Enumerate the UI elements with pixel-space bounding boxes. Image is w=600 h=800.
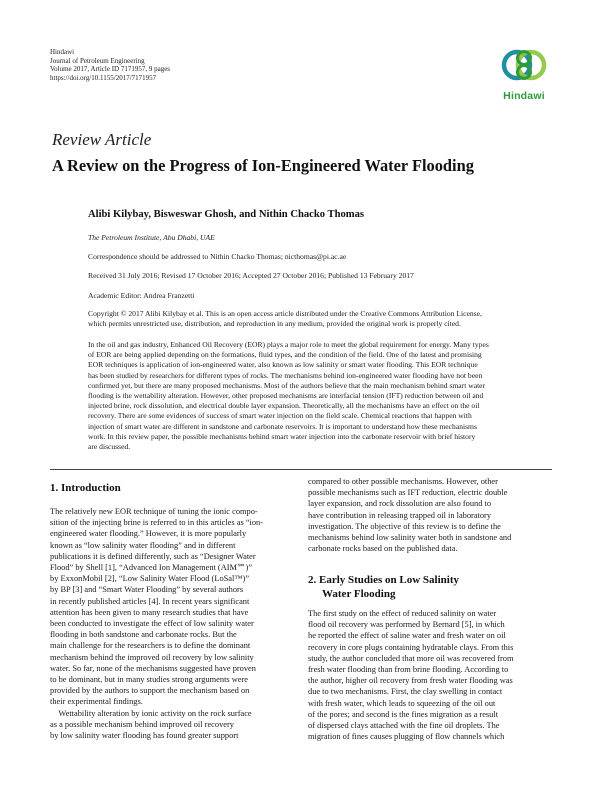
body-line: mechanisms behind low salinity water both in sandstone and [308, 533, 512, 543]
body-line: to be dominant, but in many studies strong arguments were [50, 675, 249, 685]
abstract-line: injected brine, rock dissolution, and electrical double layer expansion. Theoretically, all the mechanisms have an effect on the oil [88, 401, 480, 411]
journal-name: Journal of Petroleum Engineering [50, 56, 145, 65]
body-line: in recently published articles [4]. In recent years significant [50, 596, 250, 606]
body-line: mechanism behind the improved oil recovery by low salinity [50, 652, 254, 662]
body-line: Wettability alteration by ionic activity on the rock surface [50, 708, 252, 718]
body-line: attention has been given to many research studies that have [50, 607, 249, 617]
body-line: by low salinity water flooding has found greater support [50, 731, 239, 741]
body-line: as a possible mechanism behind improved oil recovery [50, 719, 234, 729]
body-line: the author, higher oil recovery from fresh water flooding was [308, 676, 513, 686]
body-line: due to two mechanisms. First, the clay swelling in contact [308, 687, 503, 697]
heading-line: Water Flooding [322, 587, 396, 600]
early-studies-body [308, 608, 552, 742]
section-heading-introduction: 1. Introduction [50, 482, 121, 494]
body-line: he reported the effect of saline water and fresh water on oil [308, 631, 506, 641]
academic-editor: Academic Editor: Andrea Franzetti [88, 291, 195, 300]
abstract-line: flooding is the wettability alteration. However, other proposed mechanisms are interfacial tension (IFT) reduction between oil and [88, 391, 484, 401]
section-heading-early-studies [308, 574, 459, 601]
body-line: main challenge for the researchers is to define the dominant [50, 641, 251, 651]
body-line: investigation. The objective of this review is to define the [308, 521, 501, 531]
abstract-line: injection of smart water are different in sandstone and carbonate reservoirs. It is important to understand how these mechanisms [88, 421, 477, 431]
body-line: flooding in both sandstone and carbonate rocks. But the [50, 630, 237, 640]
abstract [88, 340, 550, 452]
body-line: The first study on the effect of reduced salinity on water [308, 609, 497, 618]
body-line: carbonate rocks based on the published data. [308, 544, 458, 554]
body-line: Flood” by Shell [1], “Advanced Ion Management (AIM℠)” [50, 563, 253, 573]
body-line: possible mechanisms such as IFT reduction, electric double [308, 488, 508, 498]
hindawi-logo [496, 44, 552, 104]
body-line: publications it is defined differently, such as “Designer Water [50, 551, 256, 561]
correspondence: Correspondence should be addressed to Nithin Chacko Thomas; nicthomas@pi.ac.ae [88, 252, 347, 261]
article-title: A Review on the Progress of Ion-Engineered Water Flooding [52, 156, 474, 175]
author-list: Alibi Kilybay, Bisweswar Ghosh, and Nithin Chacko Thomas [88, 209, 365, 220]
abstract-line: In the oil and gas industry, Enhanced Oil Recovery (EOR) plays a major role to meet the global requirement for energy. Many types [88, 340, 489, 349]
abstract-line: recovery. There are some evidences of success of smart water injection on the field scale. Chemical reactions that happen with [88, 411, 472, 421]
copyright-line: Copyright © 2017 Alibi Kilybay et al. This is an open access article distributed under the Creative Commons Attribution License, [88, 309, 482, 318]
publisher-name: Hindawi [50, 48, 75, 56]
body-line: have contribution in releasing trapped oil in laboratory [308, 510, 492, 520]
introduction-body [50, 506, 292, 741]
body-line: with fresh water, which leads to squeezing of the oil out [308, 698, 496, 708]
copyright-notice [88, 309, 550, 329]
body-line: study, the author concluded that more oil was recovered from [308, 653, 514, 663]
abstract-line: are discussed. [88, 442, 131, 452]
body-line: of the pores; and second is the fines migration as a result [308, 709, 499, 719]
body-line: migration of fines causes plugging of flow channels which [308, 732, 505, 742]
body-line: engineered water flooding.” However, it is more popularly [50, 529, 247, 539]
body-line: flood oil recovery was performed by Bernard [5], in which [308, 620, 505, 630]
abstract-line: of EOR are being applied depending on the formations, fluid types, and the condition of the field. One of the latest and promising [88, 350, 482, 360]
affiliation: The Petroleum Institute, Abu Dhabi, UAE [88, 233, 215, 242]
heading-line: 2. Early Studies on Low Salinity [308, 574, 459, 586]
body-line: of dispersed clays attached with the fine oil droplets. The [308, 721, 500, 731]
body-line: their experimental findings. [50, 697, 143, 707]
body-line: by ExxonMobil [2], “Low Salinity Water Flood (LoSal™)” [50, 574, 250, 584]
body-line: provided by the authors to support the mechanism based on [50, 686, 250, 696]
doi-link[interactable]: https://doi.org/10.1155/2017/7171957 [50, 73, 157, 82]
volume-info: Volume 2017, Article ID 7171957, 9 pages [50, 65, 171, 74]
abstract-line: confirmed yet, but there are many proposed mechanisms. Most of the authors believe that the main mechanism behind smart water [88, 380, 486, 390]
hindawi-logo-icon [496, 44, 552, 90]
body-line: fresh water flooding than from brine flooding. According to [308, 665, 509, 675]
body-line: known as “low salinity water flooding” and in different [50, 540, 236, 550]
body-line: by BP [3] and “Smart Water Flooding” by several authors [50, 585, 244, 595]
body-line: sition of the injecting brine is referred to in this articles as “ion- [50, 518, 264, 528]
body-line: layer expansion, and rock dissolution are also found to [308, 499, 492, 509]
introduction-continued [308, 476, 552, 554]
abstract-line: work. In this review paper, the possible mechanisms behind smart water injection into the carbonate reservoir with brief history [88, 431, 476, 441]
abstract-line: EOR techniques is application of ion-engineered water, also known as low salinity or smart water flooding. This EOR technique [88, 360, 478, 370]
journal-info [50, 48, 170, 82]
body-line: water. So far, none of the mechanisms suggested have proven [50, 663, 256, 673]
body-line: recovery in core plugs containing hydratable clays. From this [308, 642, 514, 652]
article-type: Review Article [52, 130, 152, 149]
body-line: been conducted to investigate the effect of low salinity water [50, 619, 254, 629]
section-divider [50, 469, 552, 470]
body-line: The relatively new EOR technique of tuning the ionic compo- [50, 507, 258, 516]
body-line: compared to other possible mechanisms. However, other [308, 477, 498, 486]
publication-dates: Received 31 July 2016; Revised 17 October 2016; Accepted 27 October 2016; Published 13 February 2017 [88, 271, 414, 280]
abstract-line: has been studied by researchers for different types of rocks. The mechanisms behind ion-engineered water flooding have not been [88, 370, 483, 380]
logo-wordmark: Hindawi [503, 90, 545, 102]
copyright-line: which permits unrestricted use, distribution, and reproduction in any medium, provided the original work is properly cited. [88, 319, 461, 328]
